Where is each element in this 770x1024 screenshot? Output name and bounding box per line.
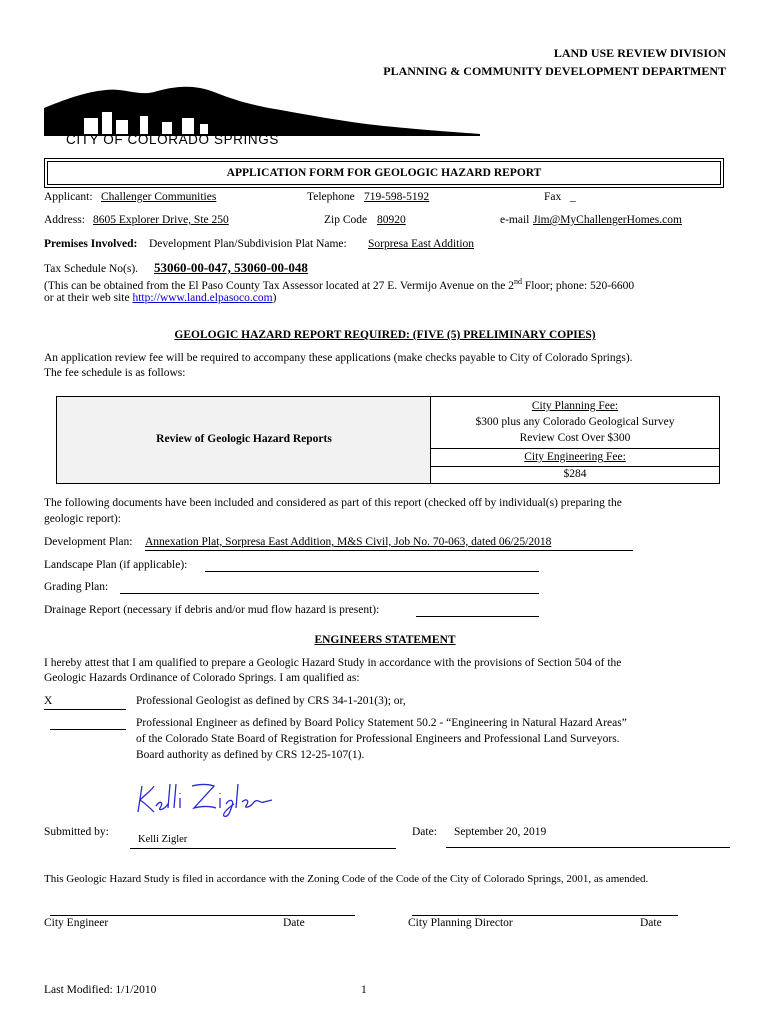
tax-note-sup: nd: [513, 277, 522, 286]
geologist-qualification-text: Professional Geologist as defined by CRS 34-1-201(3); or,: [136, 695, 406, 707]
planning-fee-line1: $300 plus any Colorado Geological Survey: [475, 416, 675, 428]
engineer-checkbox[interactable]: [50, 716, 126, 730]
tax-note-post: ): [272, 292, 277, 304]
premises-plat-label: Development Plan/Subdivision Plat Name:: [149, 238, 347, 250]
fee-table: [56, 396, 720, 484]
engineer-qualification-line1: Professional Engineer as defined by Board Policy Statement 50.2 - “Engineering in Natural Hazard Areas”: [136, 717, 627, 729]
dev-plan-label: Development Plan:: [44, 536, 133, 548]
submitted-by-value: Kelli Zigler: [138, 834, 188, 845]
engineers-attest-line1: I hereby attest that I am qualified to prepare a Geologic Hazard Study in accordance with the provisions of Section 504 of the: [44, 657, 622, 669]
engineering-fee-value: $284: [563, 468, 587, 480]
page-number: 1: [361, 984, 367, 996]
applicant-field[interactable]: Challenger Communities: [101, 191, 217, 203]
submitted-date-value: September 20, 2019: [454, 826, 547, 838]
planning-director-date-label: Date: [640, 917, 662, 929]
engineers-statement-heading: ENGINEERS STATEMENT: [314, 634, 456, 646]
geologist-checkbox[interactable]: [44, 695, 126, 710]
fee-table-left-cell: [57, 397, 431, 483]
tax-note-line1: [44, 277, 634, 292]
documents-intro-line2: geologic report):: [44, 513, 121, 525]
tax-schedule-label: Tax Schedule No(s).: [44, 263, 139, 275]
planning-fee-label: City Planning Fee:: [531, 400, 619, 412]
telephone-field[interactable]: 719-598-5192: [364, 191, 430, 203]
city-name-logo-text: CITY OF COLORADO SPRINGS: [66, 132, 279, 147]
applicant-label: Applicant:: [44, 191, 93, 203]
tax-note-text-2: Floor; phone: 520-6600: [521, 279, 635, 292]
filed-statement: This Geologic Hazard Study is filed in accordance with the Zoning Code of the Code of the City of Colorado Springs, 2001, as amended.: [44, 873, 649, 885]
city-engineer-label: City Engineer: [44, 917, 109, 929]
fee-table-right-cell: [431, 397, 719, 483]
address-label: Address:: [44, 214, 85, 226]
date-label: Date:: [412, 826, 437, 838]
division-title: LAND USE REVIEW DIVISION: [553, 46, 726, 60]
planning-director-label: City Planning Director: [408, 917, 513, 929]
city-engineer-signature-line[interactable]: [50, 902, 355, 916]
grading-plan-label: Grading Plan:: [44, 581, 109, 593]
form-title-box: [44, 158, 724, 188]
fee-schedule-text: The fee schedule is as follows:: [44, 367, 186, 379]
grading-plan-field[interactable]: [120, 580, 539, 594]
zip-field[interactable]: 80920: [377, 214, 406, 226]
documents-intro-line1: The following documents have been included and considered as part of this report (checked off by individual(s) preparing the: [44, 497, 622, 509]
engineering-fee-label: City Engineering Fee:: [524, 451, 626, 463]
drainage-report-field[interactable]: [416, 603, 539, 617]
landscape-plan-label: Landscape Plan (if applicable):: [44, 559, 188, 571]
tax-schedule-field[interactable]: 53060-00-047, 53060-00-048: [154, 260, 308, 275]
tax-note-text: (This can be obtained from the El Paso County Tax Assessor located at 27 E. Vermijo Avenue on the 2: [44, 279, 514, 292]
city-engineer-date-label: Date: [283, 917, 305, 929]
email-label: e-mail: [500, 214, 530, 226]
premises-label: Premises Involved:: [44, 238, 138, 250]
drainage-report-label: Drainage Report (necessary if debris and/or mud flow hazard is present):: [44, 604, 380, 616]
assessor-website-link[interactable]: http://www.land.elpasoco.com: [132, 292, 273, 304]
address-field[interactable]: 8605 Explorer Drive, Ste 250: [93, 214, 229, 226]
form-title: APPLICATION FORM FOR GEOLOGIC HAZARD REPORT: [47, 161, 721, 185]
geologist-check-mark: X: [44, 695, 53, 707]
department-title: PLANNING & COMMUNITY DEVELOPMENT DEPARTMENT: [383, 64, 726, 78]
dev-plan-field[interactable]: [145, 536, 633, 551]
fee-intro-text: An application review fee will be required to accompany these applications (make checks payable to City of Colorado Springs).: [44, 352, 633, 364]
submitted-date-field[interactable]: [446, 826, 730, 848]
premises-plat-field[interactable]: Sorpresa East Addition: [368, 238, 475, 250]
telephone-label: Telephone: [307, 191, 355, 203]
planning-fee-line2: Review Cost Over $300: [519, 432, 631, 444]
fax-label: Fax: [544, 191, 562, 203]
email-field[interactable]: Jim@MyChallengerHomes.com: [533, 214, 682, 226]
zip-label: Zip Code: [324, 214, 368, 226]
last-modified: Last Modified: 1/1/2010: [44, 984, 157, 996]
engineer-qualification-line3: Board authority as defined by CRS 12-25-107(1).: [136, 749, 365, 761]
submitted-by-label: Submitted by:: [44, 826, 109, 838]
tax-note-line2: [44, 292, 276, 304]
engineers-attest-line2: Geologic Hazards Ordinance of Colorado Springs. I am qualified as:: [44, 672, 360, 684]
planning-director-signature-line[interactable]: [412, 902, 678, 916]
report-required-heading: GEOLOGIC HAZARD REPORT REQUIRED: (FIVE (5) PRELIMINARY COPIES): [174, 329, 596, 341]
fee-table-label: Review of Geologic Hazard Reports: [156, 433, 332, 445]
dev-plan-value: Annexation Plat, Sorpresa East Addition, M&S Civil, Job No. 70-063, dated 06/25/2018: [145, 536, 552, 548]
tax-note-pre: or at their web site: [44, 292, 133, 304]
submitted-by-field[interactable]: [130, 834, 396, 849]
handwritten-signature: [134, 778, 274, 818]
landscape-plan-field[interactable]: [205, 558, 539, 572]
fax-field[interactable]: _: [570, 191, 576, 203]
engineer-qualification-line2: of the Colorado State Board of Registration for Professional Engineers and Professional Land Surveyors.: [136, 733, 620, 745]
